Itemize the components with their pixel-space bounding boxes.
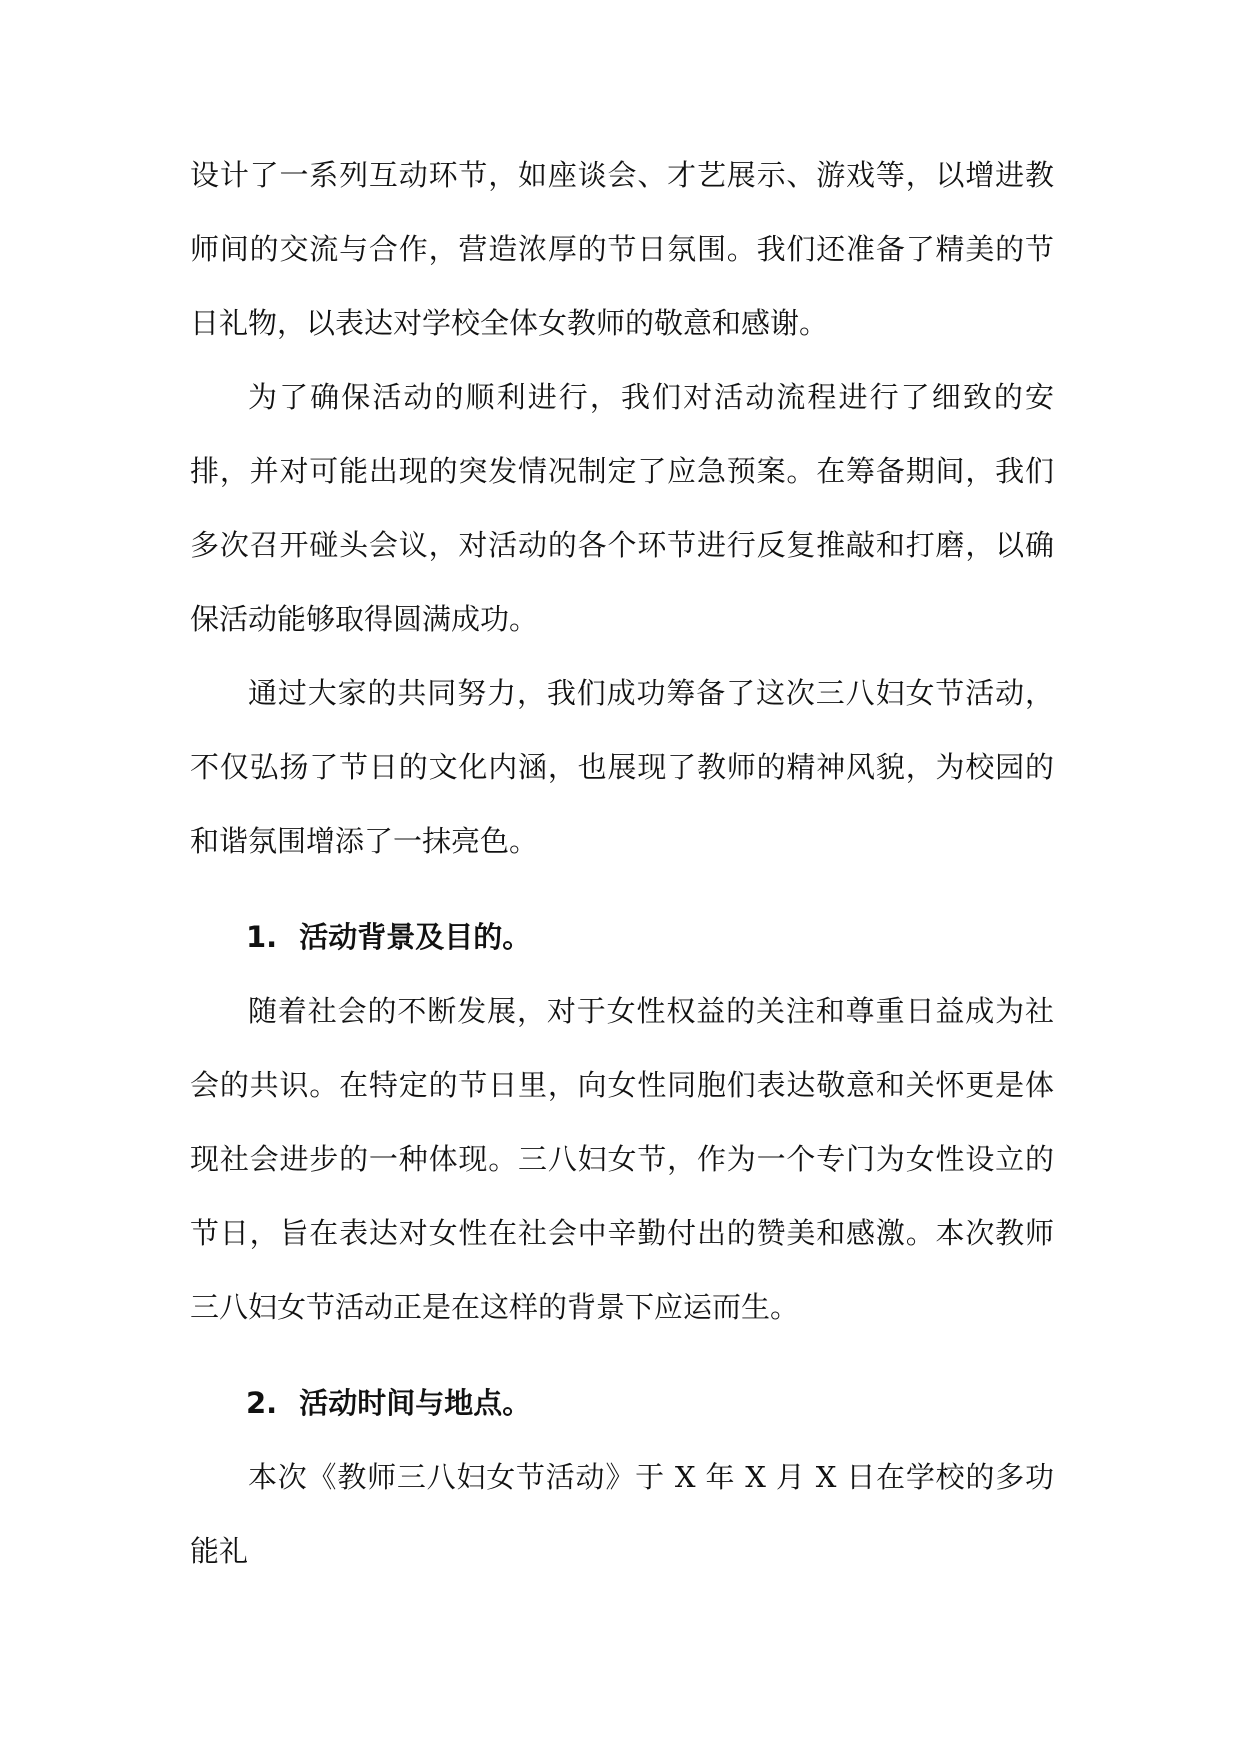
paragraph-time-location: 本次《教师三八妇女节活动》于 X 年 X 月 X 日在学校的多功能礼 bbox=[190, 1460, 1054, 1568]
section-title: 活动时间与地点。 bbox=[299, 1386, 532, 1420]
section-number: 1. bbox=[246, 920, 278, 954]
section-heading-time-location bbox=[190, 1366, 1054, 1440]
document-body bbox=[190, 138, 1054, 1588]
paragraph-activity-design: 设计了一系列互动环节，如座谈会、才艺展示、游戏等，以增进教师间的交流与合作，营造浓厚的节日氛围。我们还准备了精美的节日礼物，以表达对学校全体女教师的敬意和感谢。 bbox=[190, 158, 1054, 340]
section-number: 2. bbox=[246, 1386, 278, 1420]
section-title: 活动背景及目的。 bbox=[299, 920, 532, 954]
paragraph-background: 随着社会的不断发展，对于女性权益的关注和尊重日益成为社会的共识。在特定的节日里，向女性同胞们表达敬意和关怀更是体现社会进步的一种体现。三八妇女节，作为一个专门为女性设立的节日，旨在表达对女性在社会中辛勤付出的赞美和感激。本次教师三八妇女节活动正是在这样的背景下应运而生。 bbox=[190, 994, 1054, 1324]
section-heading-background bbox=[190, 900, 1054, 974]
paragraph-activity-preparation: 为了确保活动的顺利进行，我们对活动流程进行了细致的安排，并对可能出现的突发情况制定了应急预案。在筹备期间，我们多次召开碰头会议，对活动的各个环节进行反复推敲和打磨，以确保活动能够取得圆满成功。 bbox=[190, 380, 1054, 636]
paragraph-activity-summary: 通过大家的共同努力，我们成功筹备了这次三八妇女节活动，不仅弘扬了节日的文化内涵，也展现了教师的精神风貌，为校园的和谐氛围增添了一抹亮色。 bbox=[190, 676, 1054, 858]
